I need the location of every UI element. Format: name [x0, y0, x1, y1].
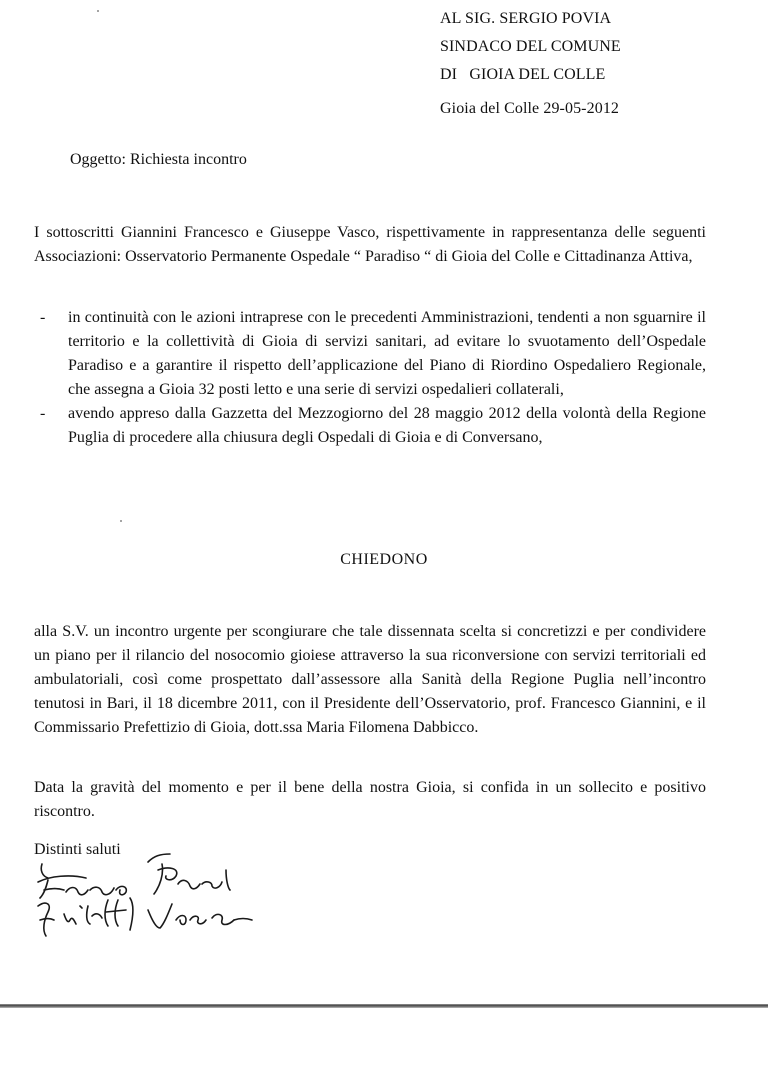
- list-item: [34, 306, 706, 402]
- list-dash: -: [40, 309, 46, 326]
- scan-speck: [97, 10, 99, 12]
- list-dash: -: [40, 405, 46, 422]
- signature-2-mark: [38, 898, 252, 936]
- premises-list: [34, 306, 706, 450]
- letter-date: Gioia del Colle 29-05-2012: [440, 100, 620, 117]
- request-heading: CHIEDONO: [340, 551, 428, 568]
- intro-paragraph: I sottoscritti Giannini Francesco e Giuseppe Vasco, rispettivamente in rappresentanza delle seguenti Associazioni: Osservatorio Permanente Ospedale “ Paradiso “ di Gioia del Colle e Cittadinanza Attiva,: [34, 224, 706, 265]
- recipient-line-1: AL SIG. SERGIO POVIA: [440, 10, 612, 27]
- scan-page-edge: [0, 1004, 768, 1008]
- salutation: Distinti saluti: [34, 841, 121, 858]
- closing-paragraph: Data la gravità del momento e per il bene della nostra Gioia, si confida in un sollecito e positivo riscontro.: [34, 779, 706, 820]
- scan-speck: [120, 520, 122, 522]
- list-item-text: avendo appreso dalla Gazzetta del Mezzogiorno del 28 maggio 2012 della volontà della Regione Puglia di procedere alla chiusura degli Ospedali di Gioia e di Conversano,: [68, 405, 706, 446]
- recipient-line-2: SINDACO DEL COMUNE: [440, 38, 621, 55]
- signature-tail-stroke: [148, 854, 170, 862]
- subject-line: Oggetto: Richiesta incontro: [70, 151, 247, 168]
- handwritten-signatures: [30, 840, 290, 940]
- recipient-line-3: DI GIOIA DEL COLLE: [440, 66, 606, 83]
- recipient-block: [440, 5, 621, 123]
- signature-hook-stroke: [41, 864, 48, 878]
- list-item: [34, 402, 706, 450]
- signature-1-mark: [38, 864, 230, 898]
- request-paragraph: alla S.V. un incontro urgente per scongiurare che tale dissennata scelta si concretizzi e per condividere un piano per il rilancio del nosocomio gioiese attraverso la sua riconversione con servizi territoriali ed ambulatoriali, così come prospettato dall’assessore alla Sanità della Regione Puglia nell’incontro tenutosi in Bari, il 18 dicembre 2011, con il Presidente dell’Osservatorio, prof. Francesco Giannini, e il Commissario Prefettizio di Gioia, dott.ssa Maria Filomena Dabbicco.: [34, 623, 706, 736]
- list-item-text: in continuità con le azioni intraprese con le precedenti Amministrazioni, tendenti a non sguarnire il territorio e la collettività di Gioia di servizi sanitari, ad evitare lo svuotamento dell’Ospedale Paradiso e a garantire il rispetto dell’applicazione del Piano di Riordino Ospedaliero Regionale, che assegna a Gioia 32 posti letto e una serie di servizi ospedalieri collaterali,: [68, 309, 706, 398]
